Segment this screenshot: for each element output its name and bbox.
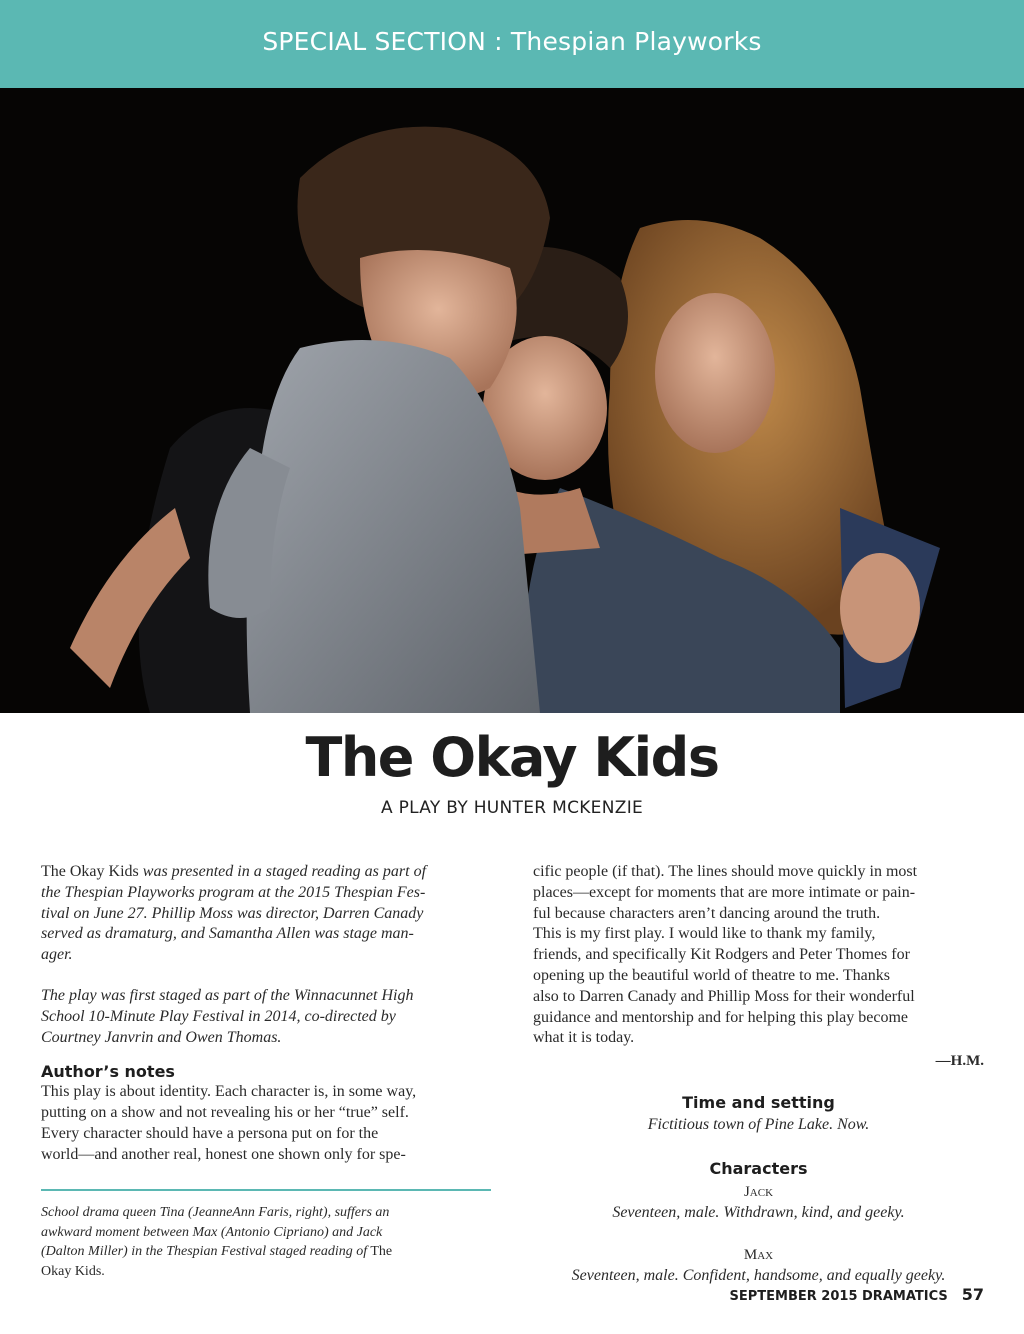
- notes-line: also to Darren Canady and Phillip Moss for their wonderful: [533, 987, 915, 1005]
- notes-line: opening up the beautiful world of theatre to me. Thanks: [533, 966, 890, 984]
- intro-line: the Thespian Playworks program at the 2015 Thespian Fes-: [41, 883, 426, 901]
- notes-line: friends, and specifically Kit Rodgers and Peter Thomes for: [533, 946, 910, 964]
- notes-line: guidance and mentorship and for helping this play become: [533, 1008, 909, 1026]
- caption-divider: [41, 1189, 491, 1191]
- character-name: Jack: [743, 1184, 774, 1201]
- notes-line: world—and another real, honest one shown only for spe-: [41, 1145, 406, 1163]
- author-signature: —H.M.: [935, 1053, 984, 1070]
- notes-line: places—except for moments that are more intimate or pain-: [533, 883, 916, 901]
- staging-paragraph: [41, 986, 491, 1048]
- article-title: The Okay Kids: [305, 726, 719, 789]
- issue-label: SEPTEMBER 2015 DRAMATICS: [729, 1289, 948, 1304]
- authors-notes-continued: [533, 862, 984, 1049]
- notes-line: ful because characters aren’t dancing around the truth.: [533, 904, 881, 922]
- authors-notes-body: [41, 1082, 491, 1165]
- time-setting-block: [533, 1092, 984, 1136]
- intro-line: ager.: [41, 946, 73, 964]
- time-setting-body: Fictitious town of Pine Lake. Now.: [647, 1116, 870, 1134]
- stage-photo-illustration: [0, 88, 1024, 713]
- caption-title-roman: The: [367, 1244, 393, 1259]
- time-setting-heading: Time and setting: [682, 1093, 835, 1113]
- caption-line: (Dalton Miller) in the Thespian Festival staged reading of: [41, 1244, 368, 1259]
- character-description: Seventeen, male. Withdrawn, kind, and geeky.: [612, 1204, 905, 1222]
- caption-line: awkward moment between Max (Antonio Cipriano) and Jack: [41, 1224, 383, 1240]
- staging-line: School 10-Minute Play Festival in 2014, co-directed by: [41, 1007, 396, 1025]
- left-column: [41, 862, 491, 1166]
- staging-line: Courtney Janvrin and Owen Thomas.: [41, 1028, 282, 1046]
- page-number: 57: [961, 1285, 984, 1304]
- notes-line: what it is today.: [533, 1029, 635, 1047]
- notes-line: Every character should have a persona put on for the: [41, 1124, 379, 1142]
- photo-caption: [41, 1203, 491, 1281]
- authors-notes-heading: Author’s notes: [41, 1062, 175, 1082]
- right-column: [533, 862, 984, 1286]
- character-description: Seventeen, male. Confident, handsome, and equally geeky.: [571, 1267, 946, 1285]
- intro-line: was presented in a staged reading as part of: [138, 863, 427, 880]
- article-byline: A PLAY BY HUNTER MCKENZIE: [380, 798, 644, 818]
- characters-block: [533, 1158, 984, 1286]
- page-footer: [730, 1285, 984, 1304]
- caption-line: Okay Kids.: [41, 1263, 105, 1279]
- intro-play-title: The Okay Kids: [41, 863, 139, 880]
- staging-line: The play was first staged as part of the Winnacunnet High: [41, 986, 414, 1004]
- caption-line: School drama queen Tina (JeanneAnn Faris, right), suffers an: [41, 1205, 390, 1220]
- stage-photo: [0, 88, 1024, 713]
- intro-line: tival on June 27. Phillip Moss was director, Darren Canady: [41, 904, 424, 922]
- character-name: Max: [743, 1247, 774, 1264]
- section-banner: [0, 0, 1024, 88]
- notes-line: This play is about identity. Each character is, in some way,: [41, 1083, 417, 1101]
- notes-line: cific people (if that). The lines should move quickly in most: [533, 863, 918, 880]
- intro-paragraph: [41, 862, 491, 966]
- notes-line: This is my first play. I would like to thank my family,: [533, 925, 876, 943]
- characters-heading: Characters: [709, 1159, 808, 1179]
- intro-line: served as dramaturg, and Samantha Allen was stage man-: [41, 925, 414, 943]
- section-banner-text: SPECIAL SECTION : Thespian Playworks: [262, 26, 762, 56]
- notes-line: putting on a show and not revealing his or her “true” self.: [41, 1104, 409, 1122]
